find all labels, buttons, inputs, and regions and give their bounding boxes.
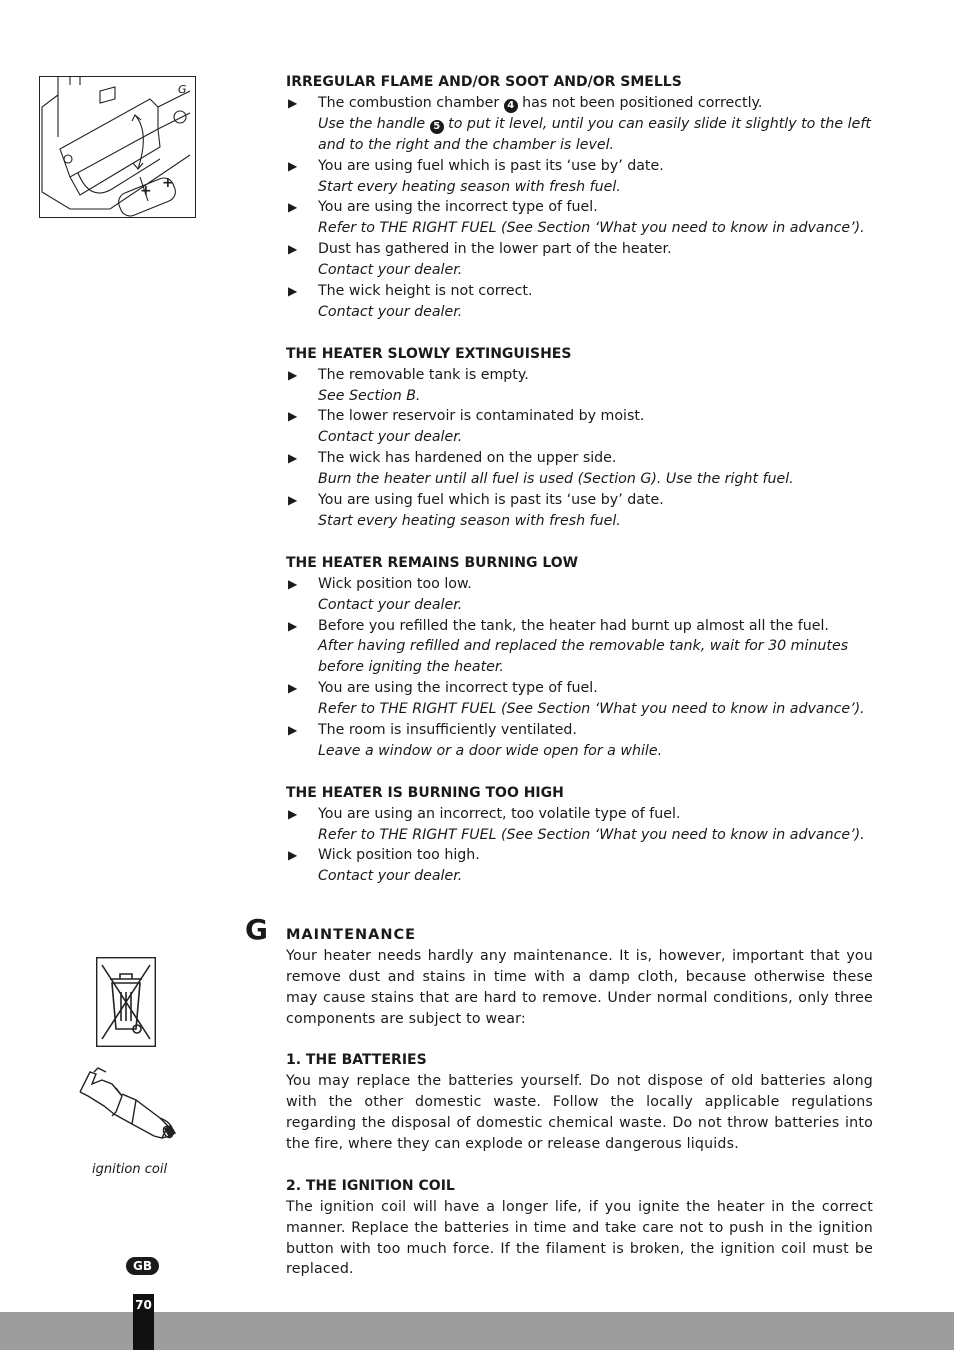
cause-text: Before you refilled the tank, the heater had burnt up almost all the fuel. bbox=[318, 617, 829, 634]
remedy-text: Use the handle 5 to put it level, until you can easily slide it slightly to the left and to the right and the chamber is level. bbox=[318, 115, 871, 153]
batteries-text: You may replace the batteries yourself. Do not dispose of old batteries along with the other domestic waste. Follow the locally applicable regulations regarding the disposal of domestic chemical waste. Do not throw batteries into the fire, where they can explode or release dangerous liquids. bbox=[286, 1073, 873, 1153]
remedy-text: Contact your dealer. bbox=[318, 303, 463, 320]
remedy-text: After having refilled and replaced the removable tank, wait for 30 minutes before igniting the heater. bbox=[318, 638, 849, 676]
cause-text: The room is insufficiently ventilated. bbox=[318, 722, 577, 739]
bullet-arrow-icon: ▶ bbox=[288, 806, 298, 821]
bullet-arrow-icon: ▶ bbox=[288, 493, 298, 508]
remedy-text: Leave a window or a door wide open for a while. bbox=[318, 742, 663, 759]
list-item bbox=[286, 448, 873, 490]
section-title: IRREGULAR FLAME AND/OR SOOT AND/OR SMELLS bbox=[286, 74, 682, 90]
svg-text:+: + bbox=[140, 183, 152, 199]
svg-text:+: + bbox=[162, 175, 174, 191]
list-item bbox=[286, 616, 873, 679]
batteries-subsection bbox=[286, 1050, 873, 1155]
list-item bbox=[286, 845, 873, 887]
figure-label: G bbox=[178, 83, 187, 96]
maintenance-intro: Your heater needs hardly any maintenance. It is, however, important that you remove dust and stains in time with a damp cloth, because otherwise these may cause stains that are hard to remove. Under normal conditions, only three components are subject to wear: bbox=[286, 947, 873, 1027]
ignition-coil-subsection bbox=[286, 1176, 873, 1281]
cause-text: The wick height is not correct. bbox=[318, 283, 533, 300]
page-number: 70 bbox=[133, 1294, 154, 1350]
remedy-text: Start every heating season with fresh fuel. bbox=[318, 178, 621, 195]
list-item bbox=[286, 574, 873, 616]
section-letter: G bbox=[245, 913, 268, 946]
section-irregular-flame bbox=[286, 72, 873, 323]
section-burning-low bbox=[286, 553, 873, 762]
list-item bbox=[286, 678, 873, 720]
section-title: THE HEATER IS BURNING TOO HIGH bbox=[286, 784, 564, 801]
batteries-title: 1. THE BATTERIES bbox=[286, 1052, 427, 1069]
remedy-text: Contact your dealer. bbox=[318, 596, 463, 613]
troubleshooting-content bbox=[286, 72, 873, 908]
remedy-text: Contact your dealer. bbox=[318, 429, 463, 446]
bullet-arrow-icon: ▶ bbox=[288, 242, 298, 257]
cause-text: You are using the incorrect type of fuel. bbox=[318, 680, 598, 697]
bullet-arrow-icon: ▶ bbox=[288, 284, 298, 299]
list-item bbox=[286, 720, 873, 762]
bullet-arrow-icon: ▶ bbox=[288, 723, 298, 738]
language-badge: GB bbox=[126, 1257, 159, 1275]
ignition-coil-illustration bbox=[76, 1066, 180, 1142]
list-item bbox=[286, 156, 873, 198]
list-item bbox=[286, 281, 873, 323]
list-item bbox=[286, 406, 873, 448]
cause-text: You are using the incorrect type of fuel. bbox=[318, 199, 598, 216]
bullet-arrow-icon: ▶ bbox=[288, 95, 298, 110]
section-burning-too-high bbox=[286, 783, 873, 888]
cause-text: You are using fuel which is past its ‘use by’ date. bbox=[318, 492, 664, 509]
list-item bbox=[286, 490, 873, 532]
cause-text: Dust has gathered in the lower part of the heater. bbox=[318, 241, 672, 258]
remedy-text: Refer to THE RIGHT FUEL (See Section ‘What you need to know in advance’). bbox=[318, 826, 865, 843]
bullet-arrow-icon: ▶ bbox=[288, 618, 298, 633]
list-item bbox=[286, 197, 873, 239]
bullet-arrow-icon: ▶ bbox=[288, 848, 298, 863]
bullet-arrow-icon: ▶ bbox=[288, 576, 298, 591]
ignition-coil-text: The ignition coil will have a longer life, if you ignite the heater in the correct manner. Replace the batteries in time and take care not to push in the ignition button with too much force. If the filament is broken, the ignition coil must be replaced. bbox=[286, 1198, 873, 1278]
section-title: THE HEATER SLOWLY EXTINGUISHES bbox=[286, 345, 572, 362]
list-item bbox=[286, 93, 873, 156]
section-slowly-extinguishes bbox=[286, 344, 873, 532]
bullet-arrow-icon: ▶ bbox=[288, 200, 298, 215]
number-4-icon: 4 bbox=[504, 99, 518, 113]
section-title: THE HEATER REMAINS BURNING LOW bbox=[286, 554, 579, 571]
cause-text: The wick has hardened on the upper side. bbox=[318, 450, 617, 467]
cause-text: You are using an incorrect, too volatile type of fuel. bbox=[318, 805, 681, 822]
bullet-arrow-icon: ▶ bbox=[288, 367, 298, 382]
crossed-bin-icon bbox=[96, 957, 156, 1047]
list-item bbox=[286, 239, 873, 281]
ignition-coil-caption: ignition coil bbox=[92, 1162, 168, 1177]
cause-text: You are using fuel which is past its ‘use by’ date. bbox=[318, 157, 664, 174]
remedy-text: See Section B. bbox=[318, 387, 421, 404]
number-5-icon: 5 bbox=[430, 120, 444, 134]
ignition-coil-title: 2. THE IGNITION COIL bbox=[286, 1177, 455, 1194]
remedy-text: Refer to THE RIGHT FUEL (See Section ‘What you need to know in advance’). bbox=[318, 220, 865, 237]
bullet-arrow-icon: ▶ bbox=[288, 681, 298, 696]
bullet-arrow-icon: ▶ bbox=[288, 451, 298, 466]
battery-compartment-illustration bbox=[40, 77, 195, 217]
bullet-arrow-icon: ▶ bbox=[288, 158, 298, 173]
list-item bbox=[286, 365, 873, 407]
cause-text: The lower reservoir is contaminated by moist. bbox=[318, 408, 645, 425]
cause-text: The removable tank is empty. bbox=[318, 366, 529, 383]
cause-text: Wick position too high. bbox=[318, 847, 480, 864]
remedy-text: Contact your dealer. bbox=[318, 262, 463, 279]
maintenance-title: MAINTENANCE bbox=[286, 927, 417, 943]
remedy-text: Contact your dealer. bbox=[318, 868, 463, 885]
remedy-text: Burn the heater until all fuel is used (Section G). Use the right fuel. bbox=[318, 471, 794, 488]
remedy-text: Refer to THE RIGHT FUEL (See Section ‘What you need to know in advance’). bbox=[318, 701, 865, 718]
cause-text: The combustion chamber 4 has not been positioned correctly. bbox=[318, 94, 763, 111]
maintenance-section bbox=[286, 925, 873, 1280]
list-item bbox=[286, 804, 873, 846]
battery-compartment-figure bbox=[39, 76, 196, 218]
bullet-arrow-icon: ▶ bbox=[288, 409, 298, 424]
cause-text: Wick position too low. bbox=[318, 575, 472, 592]
remedy-text: Start every heating season with fresh fuel. bbox=[318, 513, 621, 530]
